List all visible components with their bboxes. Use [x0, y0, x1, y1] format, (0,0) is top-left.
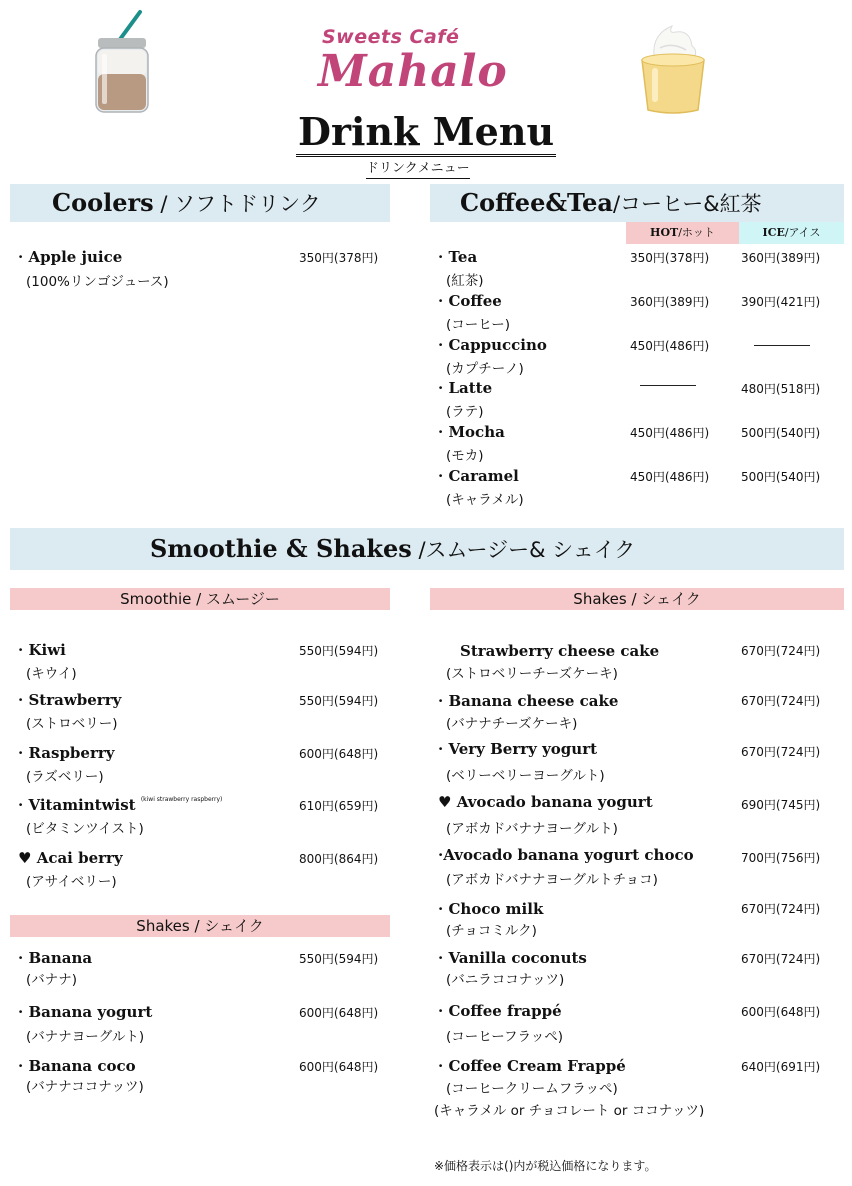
smoothie-shakes-heading-en: Smoothie & Shakes	[150, 534, 412, 563]
mason-jar-drink-icon	[88, 8, 158, 116]
list-item: · Apple juice (100%リンゴジュース) 350円(378円)	[18, 248, 379, 290]
item-name-jp: (キャラメル)	[446, 492, 524, 508]
list-item: · Coffee frappé (コーヒーフラッペ) 600円(648円)	[438, 1002, 821, 1045]
list-item	[438, 793, 844, 837]
item-note: (kiwi strawberry raspberry)	[140, 796, 223, 803]
smoothie-shakes-heading-jp: /スムージー& シェイク	[411, 538, 636, 562]
soft-serve-shake-icon	[632, 20, 714, 116]
item-price: 640円(691円)	[741, 1060, 821, 1074]
item-name-jp: (アサイベリー)	[26, 874, 117, 890]
hot-column-label: HOT/ホット	[626, 222, 739, 244]
item-name-jp: (ラテ)	[446, 404, 484, 420]
list-item: · Banana (バナナ) 550円(594円)	[18, 949, 379, 988]
coolers-heading-sep: /	[153, 192, 175, 216]
item-name: Banana yogurt	[28, 1003, 153, 1021]
item-name-jp: (モカ)	[446, 448, 484, 464]
table-row: · Latte (ラテ) 480円(518円)	[438, 379, 821, 420]
item-name: Strawberry cheese cake	[460, 642, 660, 660]
item-name: Acai berry	[36, 849, 123, 867]
table-row: · Cappuccino (カプチーノ) 450円(486円)	[438, 336, 844, 380]
heart-icon: ♥	[18, 849, 32, 867]
list-item: · Banana yogurt (バナナヨーグルト) 600円(648円)	[18, 1003, 379, 1045]
shakes-right-subheader: Shakes / シェイク	[430, 588, 844, 610]
item-price: 600円(648円)	[741, 1005, 821, 1019]
item-name: Coffee frappé	[448, 1002, 562, 1020]
item-name: Banana	[28, 949, 93, 967]
item-name: Mocha	[448, 423, 505, 441]
coffee-tea-heading-sep: /	[612, 192, 621, 216]
ice-column-label: ICE/アイス	[739, 222, 844, 244]
item-price: 800円(864円)	[299, 852, 379, 866]
item-name-jp: (ベリーベリーヨーグルト)	[446, 768, 605, 784]
coolers-heading-jp: ソフトドリンク	[174, 192, 321, 216]
item-price: 610円(659円)	[299, 799, 379, 813]
item-name-jp: (チョコミルク)	[446, 923, 537, 939]
coffee-tea-heading-jp: コーヒー&紅茶	[620, 192, 762, 216]
hot-price: 450円(486円)	[630, 426, 710, 440]
ice-price: 480円(518円)	[741, 382, 821, 396]
item-price: 550円(594円)	[299, 644, 379, 658]
item-name: Avocado banana yogurt	[456, 793, 653, 811]
item-price: 670円(724円)	[741, 694, 821, 708]
ice-price: 500円(540円)	[741, 470, 821, 484]
brand-tagline: Sweets Café	[322, 26, 460, 48]
hot-price: 450円(486円)	[630, 470, 710, 484]
item-name-jp: (ストロベリー)	[26, 716, 118, 732]
item-name-jp: (コーヒーフラッペ)	[446, 1029, 564, 1045]
item-name: Kiwi	[28, 641, 66, 659]
table-row: · Mocha (モカ) 450円(486円) 500円(540円)	[438, 423, 821, 464]
item-name-jp: (アボカドバナナヨーグルトチョコ)	[446, 872, 658, 888]
item-price: 600円(648円)	[299, 747, 379, 761]
item-name-jp: (キウイ)	[26, 666, 77, 682]
item-name: Apple juice	[28, 248, 123, 266]
item-name: Caramel	[448, 467, 519, 485]
table-row: · Coffee (コーヒー) 360円(389円) 390円(421円)	[438, 292, 821, 333]
coffee-tea-header	[430, 184, 844, 222]
ice-price: 390円(421円)	[741, 295, 821, 309]
item-name: Tea	[448, 248, 478, 266]
item-name: Very Berry yogurt	[448, 740, 598, 758]
item-name-jp: (100%リンゴジュース)	[26, 274, 169, 290]
frappe-flavor-options: (キャラメル or チョコレート or ココナッツ)	[434, 1103, 705, 1119]
item-price: 670円(724円)	[741, 952, 821, 966]
item-name: Choco milk	[448, 900, 544, 918]
item-name: Strawberry	[28, 691, 122, 709]
list-item: · Very Berry yogurt (ベリーベリーヨーグルト) 670円(724円)	[438, 740, 821, 784]
item-name-jp: (バナナ)	[26, 972, 78, 988]
item-name-jp: (バナナヨーグルト)	[26, 1029, 145, 1045]
item-name: Latte	[448, 379, 493, 397]
item-name: Avocado banana yogurt choco	[443, 846, 694, 864]
page-subtitle: ドリンクメニュー	[366, 160, 470, 179]
item-name-jp: (紅茶)	[446, 273, 484, 289]
list-item: · Raspberry (ラズベリー) 600円(648円)	[18, 744, 379, 785]
list-item: · Banana coco (バナナココナッツ) 600円(648円)	[18, 1057, 379, 1095]
item-name-jp: (アボカドバナナヨーグルト)	[446, 821, 618, 837]
item-name: Vanilla coconuts	[448, 949, 587, 967]
list-item: · Strawberry (ストロベリー) 550円(594円)	[18, 691, 379, 732]
item-price: 670円(724円)	[741, 745, 821, 759]
list-item: ·Avocado banana yogurt choco (アボカドバナナヨーグルトチョコ) 700円(756円)	[438, 846, 821, 888]
list-item	[18, 849, 388, 893]
not-available-dash	[754, 345, 810, 346]
hot-price: 350円(378円)	[630, 251, 710, 265]
list-item: · Vitamintwist $^{(kiwi strawberry raspberry)}$ (ビタミンツイスト) 610円(659円)	[18, 796, 379, 837]
item-price: 350円(378円)	[299, 251, 379, 265]
item-name: Cappuccino	[448, 336, 547, 354]
coffee-tea-heading-en: Coffee&Tea	[460, 188, 613, 217]
ice-price: 500円(540円)	[741, 426, 821, 440]
coolers-header	[10, 184, 390, 222]
item-name-jp: (ラズベリー)	[26, 769, 104, 785]
hot-price: 360円(389円)	[630, 295, 710, 309]
item-name-jp: (ストロベリーチーズケーキ)	[446, 666, 618, 682]
item-name-jp: (コーヒークリームフラッペ)	[446, 1081, 618, 1097]
tax-note: ※価格表示は()内が税込価格になります。	[434, 1159, 657, 1173]
item-price: 670円(724円)	[741, 902, 821, 916]
list-item: · Kiwi (キウイ) 550円(594円)	[18, 641, 379, 682]
item-name: Banana cheese cake	[448, 692, 619, 710]
heart-icon: ♥	[438, 793, 452, 811]
item-name-jp: (カプチーノ)	[446, 361, 524, 377]
item-price: 690円(745円)	[741, 798, 821, 812]
item-name-jp: (バナナチーズケーキ)	[446, 716, 578, 732]
ice-price: 360円(389円)	[741, 251, 821, 265]
item-name: Vitamintwist	[28, 796, 136, 814]
item-name-jp: (バニラココナッツ)	[446, 972, 565, 988]
item-name-jp: (コーヒー)	[446, 317, 510, 333]
item-name-jp: (バナナココナッツ)	[26, 1079, 144, 1095]
list-item: · Banana cheese cake (バナナチーズケーキ) 670円(724円)	[438, 692, 821, 732]
item-name: Raspberry	[28, 744, 115, 762]
coolers-heading-en: Coolers	[52, 188, 154, 217]
item-name-jp: (ビタミンツイスト)	[26, 821, 144, 837]
list-item	[438, 642, 844, 686]
item-price: 550円(594円)	[299, 952, 379, 966]
hot-price: 450円(486円)	[630, 339, 710, 353]
shakes-left-subheader: Shakes / シェイク	[10, 915, 390, 937]
page-title: Drink Menu	[296, 110, 556, 157]
not-available-dash	[640, 385, 696, 386]
item-name: Banana coco	[28, 1057, 136, 1075]
table-row: · Tea (紅茶) 350円(378円) 360円(389円)	[438, 248, 821, 289]
item-price: 700円(756円)	[741, 851, 821, 865]
item-price: 670円(724円)	[741, 644, 821, 658]
item-name: Coffee	[448, 292, 502, 310]
item-price: 600円(648円)	[299, 1006, 379, 1020]
table-row: · Caramel (キャラメル) 450円(486円) 500円(540円)	[438, 467, 821, 508]
smoothie-subheader: Smoothie / スムージー	[10, 588, 390, 610]
list-item: · Vanilla coconuts (バニラココナッツ) 670円(724円)	[438, 949, 821, 988]
list-item: · Choco milk (チョコミルク) 670円(724円)	[438, 900, 821, 939]
item-price: 600円(648円)	[299, 1060, 379, 1074]
list-item: · Coffee Cream Frappé (コーヒークリームフラッペ) 640円(691円)	[438, 1057, 821, 1097]
smoothie-shakes-header	[10, 528, 844, 570]
item-price: 550円(594円)	[299, 694, 379, 708]
item-name: Coffee Cream Frappé	[448, 1057, 626, 1075]
brand-logo: Mahalo	[318, 46, 508, 97]
